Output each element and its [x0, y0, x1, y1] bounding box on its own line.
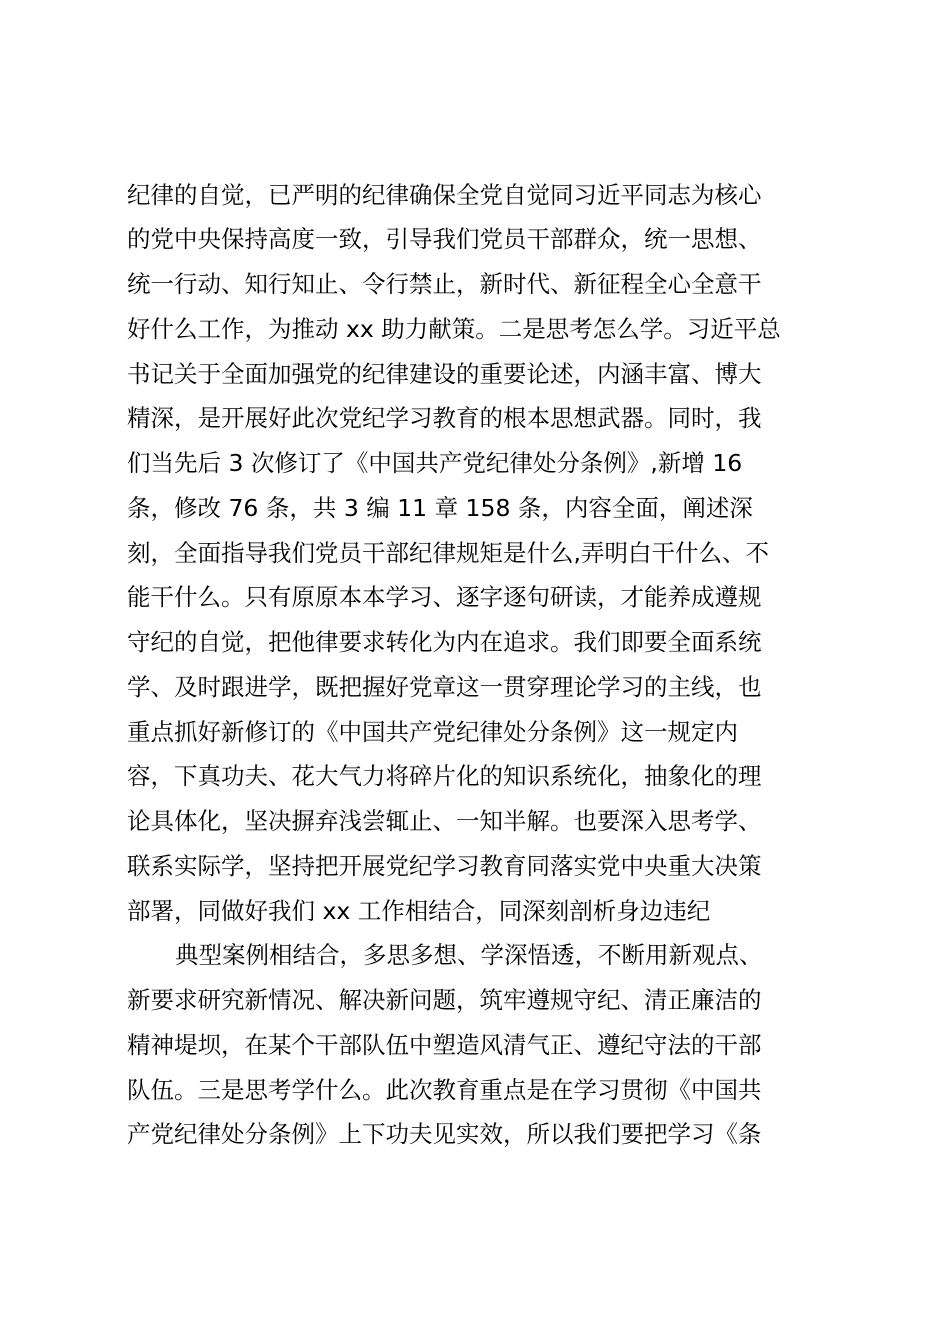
text-line: 联系实际学，坚持把开展党纪学习教育同落实党中央重大决策 — [127, 852, 762, 880]
text-line: 精神堤坝，在某个干部队伍中塑造风清气正、遵纪守法的干部 — [127, 1031, 762, 1059]
text-line: 们当先后 3 次修订了《中国共产党纪律处分条例》,新增 16 — [127, 449, 743, 477]
text-line: 精深，是开展好此次党纪学习教育的根本思想武器。同时，我 — [127, 404, 762, 432]
text-line: 容，下真功夫、花大气力将碎片化的知识系统化，抽象化的理 — [127, 762, 762, 790]
text-line: 产党纪律处分条例》上下功夫见实效，所以我们要把学习《条 — [127, 1120, 762, 1148]
text-line: 守纪的自觉，把他律要求转化为内在追求。我们即要全面系统 — [127, 628, 762, 656]
text-line: 新要求研究新情况、解决新问题，筑牢遵规守纪、清正廉洁的 — [127, 986, 762, 1014]
text-line: 条，修改 76 条，共 3 编 11 章 158 条，内容全面，阐述深 — [127, 494, 753, 522]
text-line: 重点抓好新修订的《中国共产党纪律处分条例》这一规定内 — [127, 718, 738, 746]
text-line: 纪律的自觉，已严明的纪律确保全党自觉同习近平同志为核心 — [127, 181, 762, 209]
text-line: 部署，同做好我们 xx 工作相结合，同深刻剖析身边违纪 — [127, 897, 711, 925]
text-line: 队伍。三是思考学什么。此次教育重点是在学习贯彻《中国共 — [127, 1076, 762, 1104]
text-line: 书记关于全面加强党的纪律建设的重要论述，内涵丰富、博大 — [127, 360, 762, 388]
text-line: 统一行动、知行知止、令行禁止，新时代、新征程全心全意干 — [127, 270, 762, 298]
text-line: 学、及时跟进学，既把握好党章这一贯穿理论学习的主线，也 — [127, 673, 762, 701]
text-line: 论具体化，坚决摒弃浅尝辄止、一知半解。也要深入思考学、 — [127, 807, 762, 835]
text-line: 刻，全面指导我们党员干部纪律规矩是什么,弄明白干什么、不 — [127, 539, 769, 567]
text-line-indented: 典型案例相结合，多思多想、学深悟透，不断用新观点、 — [175, 941, 763, 969]
text-line: 的党中央保持高度一致，引导我们党员干部群众，统一思想、 — [127, 225, 762, 253]
text-line: 好什么工作，为推动 xx 助力献策。二是思考怎么学。习近平总 — [127, 315, 781, 343]
text-line: 能干什么。只有原原本本学习、逐字逐句研读，才能养成遵规 — [127, 583, 762, 611]
